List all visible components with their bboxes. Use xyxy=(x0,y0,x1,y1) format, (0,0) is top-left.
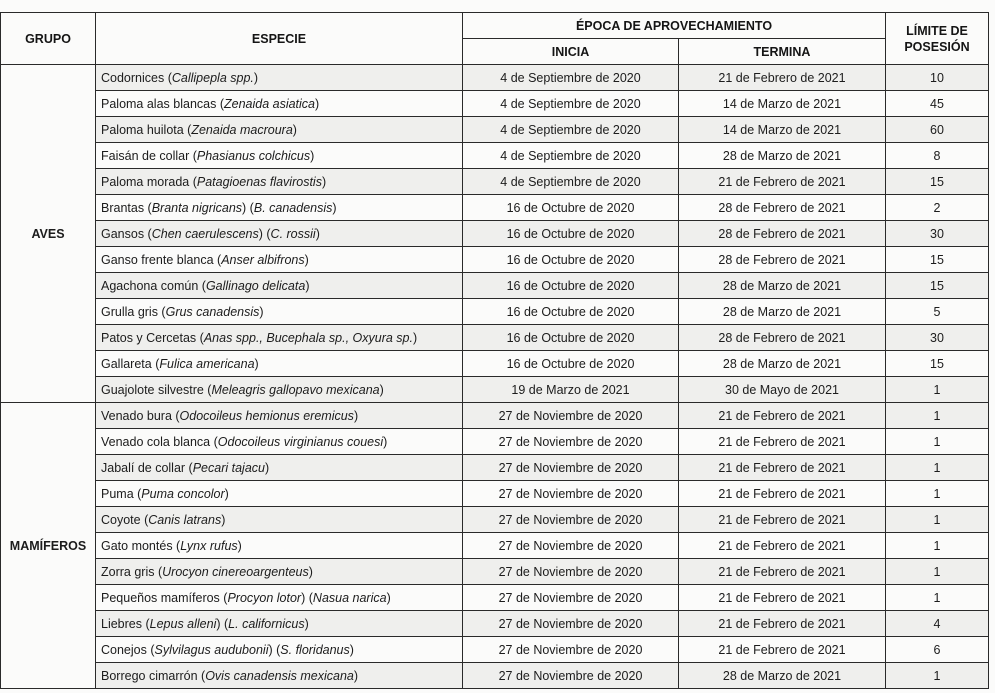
end-date-cell: 21 de Febrero de 2021 xyxy=(679,481,886,507)
start-date-cell: 27 de Noviembre de 2020 xyxy=(463,403,679,429)
possession-limit-cell: 1 xyxy=(886,559,989,585)
species-punctuation: ) xyxy=(304,252,309,267)
possession-limit-cell: 1 xyxy=(886,429,989,455)
species-punctuation: ) xyxy=(412,330,418,345)
end-date-cell: 28 de Marzo de 2021 xyxy=(679,299,886,325)
table-row xyxy=(1,169,989,195)
start-date-cell: 4 de Septiembre de 2020 xyxy=(463,65,679,91)
start-date-cell: 16 de Octubre de 2020 xyxy=(463,247,679,273)
species-scientific-name: Zenaida asiatica xyxy=(223,96,316,111)
end-date-cell: 21 de Febrero de 2021 xyxy=(679,637,886,663)
species-scientific-name: Chen caerulescens xyxy=(151,226,259,241)
end-date-cell: 21 de Febrero de 2021 xyxy=(679,429,886,455)
start-date-cell: 27 de Noviembre de 2020 xyxy=(463,429,679,455)
possession-limit-cell: 2 xyxy=(886,195,989,221)
table-row xyxy=(1,611,989,637)
species-cell xyxy=(96,273,463,299)
start-date-cell: 27 de Noviembre de 2020 xyxy=(463,455,679,481)
header-limite-line1: LÍMITE DE xyxy=(906,23,968,38)
start-date-cell: 4 de Septiembre de 2020 xyxy=(463,91,679,117)
end-date-cell: 21 de Febrero de 2021 xyxy=(679,169,886,195)
start-date-cell: 27 de Noviembre de 2020 xyxy=(463,481,679,507)
table-row xyxy=(1,91,989,117)
end-date-cell: 28 de Marzo de 2021 xyxy=(679,663,886,689)
table-row xyxy=(1,377,989,403)
species-scientific-name: S. floridanus xyxy=(280,642,350,657)
possession-limit-cell: 4 xyxy=(886,611,989,637)
species-cell xyxy=(96,585,463,611)
species-cell xyxy=(96,377,463,403)
possession-limit-cell: 1 xyxy=(886,481,989,507)
start-date-cell: 4 de Septiembre de 2020 xyxy=(463,143,679,169)
table-row xyxy=(1,455,989,481)
possession-limit-cell: 60 xyxy=(886,117,989,143)
species-common-name: Agachona común ( xyxy=(101,278,206,293)
species-punctuation: ) xyxy=(254,356,259,371)
start-date-cell: 4 de Septiembre de 2020 xyxy=(463,169,679,195)
end-date-cell: 21 de Febrero de 2021 xyxy=(679,403,886,429)
species-scientific-name: Ovis canadensis mexicana xyxy=(205,668,354,683)
species-cell xyxy=(96,481,463,507)
table-row xyxy=(1,559,989,585)
table-row xyxy=(1,585,989,611)
table-row xyxy=(1,143,989,169)
possession-limit-cell: 30 xyxy=(886,221,989,247)
table-row xyxy=(1,637,989,663)
species-cell xyxy=(96,65,463,91)
possession-limit-cell: 15 xyxy=(886,169,989,195)
species-cell xyxy=(96,429,463,455)
table-row xyxy=(1,481,989,507)
species-punctuation: ) xyxy=(253,70,259,85)
species-punctuation: ) ( xyxy=(258,226,271,241)
species-scientific-name: Odocoileus hemionus eremicus xyxy=(179,408,354,423)
possession-limit-cell: 15 xyxy=(886,351,989,377)
species-punctuation: ) xyxy=(264,460,270,475)
table-row xyxy=(1,195,989,221)
species-punctuation: ) xyxy=(332,200,337,215)
start-date-cell: 27 de Noviembre de 2020 xyxy=(463,533,679,559)
possession-limit-cell: 15 xyxy=(886,247,989,273)
species-punctuation: ) xyxy=(315,226,320,241)
end-date-cell: 21 de Febrero de 2021 xyxy=(679,611,886,637)
species-common-name: Conejos ( xyxy=(101,642,155,657)
header-limite xyxy=(886,13,989,65)
end-date-cell: 14 de Marzo de 2021 xyxy=(679,91,886,117)
species-scientific-name: Sylvilagus audubonii xyxy=(154,642,269,657)
species-cell xyxy=(96,507,463,533)
species-cell xyxy=(96,325,463,351)
species-scientific-name: C. rossii xyxy=(270,226,316,241)
species-common-name: Coyote ( xyxy=(101,512,149,527)
species-scientific-name: Pecari tajacu xyxy=(192,460,265,475)
possession-limit-cell: 45 xyxy=(886,91,989,117)
species-scientific-name: Lynx rufus xyxy=(180,538,238,553)
species-common-name: Ganso frente blanca ( xyxy=(101,252,222,267)
table-body xyxy=(1,65,989,689)
table-row xyxy=(1,117,989,143)
start-date-cell: 19 de Marzo de 2021 xyxy=(463,377,679,403)
species-cell xyxy=(96,559,463,585)
possession-limit-cell: 1 xyxy=(886,377,989,403)
table-row xyxy=(1,221,989,247)
species-scientific-name: Procyon lotor xyxy=(227,590,302,605)
species-punctuation: ) xyxy=(224,486,229,501)
end-date-cell: 30 de Mayo de 2021 xyxy=(679,377,886,403)
start-date-cell: 4 de Septiembre de 2020 xyxy=(463,117,679,143)
species-punctuation: ) xyxy=(383,434,388,449)
species-common-name: Venado bura ( xyxy=(101,408,180,423)
species-punctuation: ) xyxy=(305,278,310,293)
species-cell xyxy=(96,663,463,689)
start-date-cell: 27 de Noviembre de 2020 xyxy=(463,611,679,637)
species-common-name: Venado cola blanca ( xyxy=(101,434,218,449)
species-scientific-name: Odocoileus virginianus couesi xyxy=(217,434,384,449)
start-date-cell: 27 de Noviembre de 2020 xyxy=(463,663,679,689)
end-date-cell: 28 de Marzo de 2021 xyxy=(679,351,886,377)
start-date-cell: 16 de Octubre de 2020 xyxy=(463,195,679,221)
species-cell xyxy=(96,247,463,273)
possession-limit-cell: 15 xyxy=(886,273,989,299)
end-date-cell: 28 de Marzo de 2021 xyxy=(679,143,886,169)
species-cell xyxy=(96,533,463,559)
possession-limit-cell: 1 xyxy=(886,533,989,559)
species-cell xyxy=(96,91,463,117)
start-date-cell: 16 de Octubre de 2020 xyxy=(463,351,679,377)
start-date-cell: 16 de Octubre de 2020 xyxy=(463,325,679,351)
species-cell xyxy=(96,611,463,637)
species-cell xyxy=(96,637,463,663)
species-common-name: Paloma morada ( xyxy=(101,174,197,189)
start-date-cell: 27 de Noviembre de 2020 xyxy=(463,637,679,663)
end-date-cell: 21 de Febrero de 2021 xyxy=(679,507,886,533)
species-common-name: Liebres ( xyxy=(101,616,150,631)
species-scientific-name: Lepus alleni xyxy=(149,616,217,631)
species-scientific-name: Zenaida macroura xyxy=(191,122,293,137)
possession-limit-cell: 30 xyxy=(886,325,989,351)
species-common-name: Gansos ( xyxy=(101,226,152,241)
species-scientific-name: Callipepla spp. xyxy=(171,70,254,85)
species-scientific-name: Patagioenas flavirostis xyxy=(196,174,322,189)
species-scientific-name: Phasianus colchicus xyxy=(196,148,311,163)
start-date-cell: 16 de Octubre de 2020 xyxy=(463,221,679,247)
species-punctuation: ) xyxy=(237,538,242,553)
species-common-name: Gallareta ( xyxy=(101,356,160,371)
species-punctuation: ) xyxy=(310,148,315,163)
species-punctuation: ) xyxy=(353,668,359,683)
hunting-season-table xyxy=(0,12,989,689)
species-common-name: Pequeños mamíferos ( xyxy=(101,590,228,605)
species-scientific-name: Urocyon cinereoargenteus xyxy=(162,564,309,579)
table-row xyxy=(1,533,989,559)
species-scientific-name: Fulica americana xyxy=(159,356,255,371)
species-common-name: Patos y Cercetas ( xyxy=(101,330,204,345)
table-row xyxy=(1,65,989,91)
species-punctuation: ) xyxy=(221,512,226,527)
species-cell xyxy=(96,403,463,429)
table-row xyxy=(1,273,989,299)
species-common-name: Paloma alas blancas ( xyxy=(101,96,224,111)
species-common-name: Codornices ( xyxy=(101,70,172,85)
species-common-name: Grulla gris ( xyxy=(101,304,166,319)
table-row xyxy=(1,403,989,429)
species-scientific-name: Nasua narica xyxy=(312,590,387,605)
table-row xyxy=(1,507,989,533)
end-date-cell: 28 de Febrero de 2021 xyxy=(679,325,886,351)
table-row xyxy=(1,247,989,273)
species-common-name: Brantas ( xyxy=(101,200,152,215)
species-scientific-name: Anser albifrons xyxy=(221,252,305,267)
possession-limit-cell: 1 xyxy=(886,663,989,689)
species-punctuation: ) xyxy=(349,642,354,657)
species-common-name: Guajolote silvestre ( xyxy=(101,382,212,397)
header-limite-line2: POSESIÓN xyxy=(904,39,970,54)
species-cell xyxy=(96,351,463,377)
species-punctuation: ) xyxy=(321,174,327,189)
end-date-cell: 28 de Febrero de 2021 xyxy=(679,195,886,221)
species-punctuation: ) ( xyxy=(301,590,313,605)
species-punctuation: ) ( xyxy=(268,642,281,657)
species-cell xyxy=(96,195,463,221)
possession-limit-cell: 1 xyxy=(886,507,989,533)
species-scientific-name: Gallinago delicata xyxy=(205,278,306,293)
start-date-cell: 27 de Noviembre de 2020 xyxy=(463,585,679,611)
end-date-cell: 21 de Febrero de 2021 xyxy=(679,533,886,559)
species-cell xyxy=(96,143,463,169)
species-punctuation: ) xyxy=(379,382,384,397)
species-scientific-name: Meleagris gallopavo mexicana xyxy=(211,382,380,397)
species-punctuation: ) xyxy=(308,564,313,579)
table-row xyxy=(1,325,989,351)
group-label: AVES xyxy=(1,65,96,403)
species-common-name: Puma ( xyxy=(101,486,142,501)
species-common-name: Faisán de collar ( xyxy=(101,148,197,163)
header-inicia: INICIA xyxy=(463,39,679,65)
species-cell xyxy=(96,221,463,247)
species-common-name: Zorra gris ( xyxy=(101,564,163,579)
possession-limit-cell: 5 xyxy=(886,299,989,325)
species-scientific-name: Canis latrans xyxy=(148,512,222,527)
species-scientific-name: Branta nigricans xyxy=(151,200,243,215)
possession-limit-cell: 6 xyxy=(886,637,989,663)
end-date-cell: 21 de Febrero de 2021 xyxy=(679,65,886,91)
group-label: MAMÍFEROS xyxy=(1,403,96,689)
species-scientific-name: Grus canadensis xyxy=(165,304,260,319)
end-date-cell: 28 de Febrero de 2021 xyxy=(679,221,886,247)
end-date-cell: 14 de Marzo de 2021 xyxy=(679,117,886,143)
species-punctuation: ) ( xyxy=(242,200,254,215)
species-cell xyxy=(96,299,463,325)
species-punctuation: ) xyxy=(315,96,320,111)
possession-limit-cell: 10 xyxy=(886,65,989,91)
end-date-cell: 21 de Febrero de 2021 xyxy=(679,559,886,585)
end-date-cell: 21 de Febrero de 2021 xyxy=(679,585,886,611)
start-date-cell: 16 de Octubre de 2020 xyxy=(463,273,679,299)
possession-limit-cell: 1 xyxy=(886,455,989,481)
table-row xyxy=(1,663,989,689)
species-common-name: Jabalí de collar ( xyxy=(101,460,193,475)
header-grupo: GRUPO xyxy=(1,13,96,65)
species-common-name: Gato montés ( xyxy=(101,538,181,553)
end-date-cell: 28 de Marzo de 2021 xyxy=(679,273,886,299)
table-row xyxy=(1,299,989,325)
table-row xyxy=(1,429,989,455)
end-date-cell: 21 de Febrero de 2021 xyxy=(679,455,886,481)
species-common-name: Paloma huilota ( xyxy=(101,122,192,137)
species-cell xyxy=(96,117,463,143)
species-punctuation: ) xyxy=(292,122,297,137)
species-common-name: Borrego cimarrón ( xyxy=(101,668,206,683)
species-punctuation: ) xyxy=(259,304,264,319)
header-especie: ESPECIE xyxy=(96,13,463,65)
possession-limit-cell: 1 xyxy=(886,403,989,429)
start-date-cell: 27 de Noviembre de 2020 xyxy=(463,507,679,533)
species-punctuation: ) xyxy=(353,408,359,423)
species-cell xyxy=(96,455,463,481)
start-date-cell: 16 de Octubre de 2020 xyxy=(463,299,679,325)
species-scientific-name: Puma concolor xyxy=(141,486,225,501)
species-cell xyxy=(96,169,463,195)
species-punctuation: ) ( xyxy=(216,616,229,631)
table-row xyxy=(1,351,989,377)
possession-limit-cell: 1 xyxy=(886,585,989,611)
possession-limit-cell: 8 xyxy=(886,143,989,169)
end-date-cell: 28 de Febrero de 2021 xyxy=(679,247,886,273)
species-scientific-name: B. canadensis xyxy=(253,200,333,215)
species-scientific-name: L. californicus xyxy=(228,616,305,631)
start-date-cell: 27 de Noviembre de 2020 xyxy=(463,559,679,585)
species-scientific-name: Anas spp., Bucephala sp., Oxyura sp. xyxy=(203,330,413,345)
header-termina: TERMINA xyxy=(679,39,886,65)
species-punctuation: ) xyxy=(304,616,309,631)
species-punctuation: ) xyxy=(386,590,391,605)
header-epoca: ÉPOCA DE APROVECHAMIENTO xyxy=(463,13,886,39)
